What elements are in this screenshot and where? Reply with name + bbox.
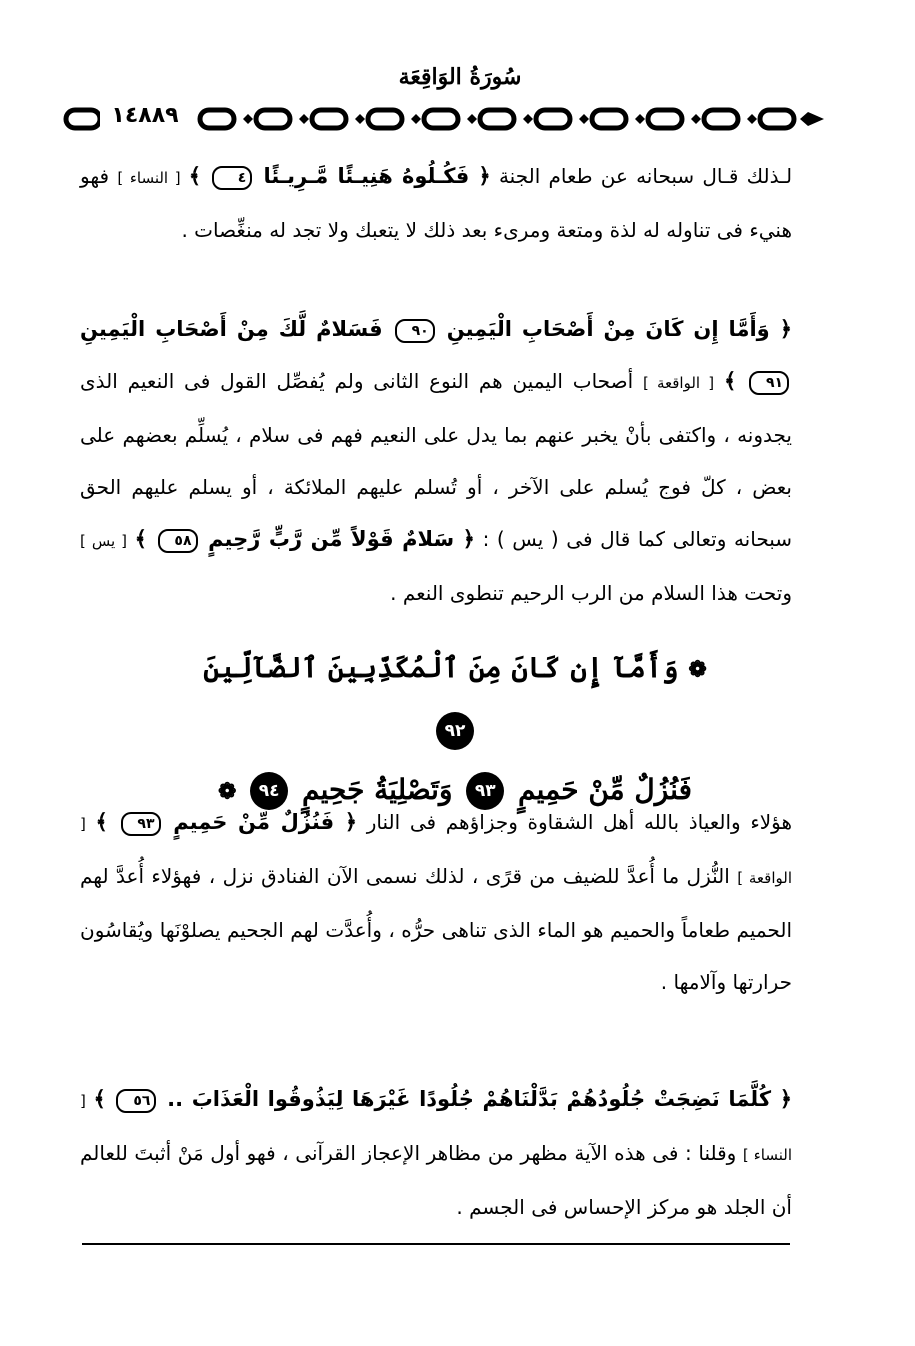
verse-ornament-icon: ❁ [218,778,237,804]
quran-quote: ﴿ فَنُزُلٌ مِّنْ حَمِيمٍ [173,810,358,834]
verse-number-badge: ٩١ [749,371,789,395]
paragraph-2-text: أصحاب اليمين هم النوع الثانى ولم يُفصِّل القول فى النعيم الذى يجدونه ، واكتفى بأنْ يخبر عنهم بما يدل على النعيم فهم فى سلام ، يُسلِّم بعضهم على بعض ، كلّ فوج يُسلم على الآخر ، أو تُسلم عليهم الملائكة ، أو يسلم عليهم الحق سبحانه وتعالى كما قال فى ( يس ) : [80,369,793,551]
quran-quote-close: ﴾ [188,164,202,188]
paragraph-3 [80,796,792,1008]
paragraph-1 [80,150,792,256]
verse-text: وَأَمَّآ إِن كَانَ مِنَ ٱلْمُكَذِّبِينَ ٱلضَّآلِّينَ [203,651,679,684]
quran-quote: ﴿ فَكُـلُوهُ هَنِيـئًا مَّـرِيـئًا [263,164,491,188]
surah-title: سُورَةُ الوَاقِعَة [398,64,522,90]
surah-reference: [ يس ] [80,532,127,550]
quran-quote-close: ﴾ [95,810,108,834]
verse-number-badge: ٩٤ [250,772,288,810]
verse-ornament-icon: ❁ [688,656,707,683]
verse-number-badge: ٩٣ [466,772,504,810]
quran-quote-close: ﴾ [93,1087,106,1111]
verse-number-badge: ٩٠ [395,319,435,343]
verse-number-badge: ٤ [212,166,252,190]
quran-quote: ﴿ سَلامٌ قَوْلاً مِّن رَّبٍّ رَّحِيمٍ [208,527,475,551]
paragraph-4 [80,1073,792,1233]
quran-quote-close: ﴾ [134,527,147,551]
paragraph-2-text-end: وتحت هذا السلام من الرب الرحيم تنطوى النعم . [390,581,792,605]
paragraph-4-text: وقلنا : فى هذه الآية مظهر من مظاهر الإعجاز القرآنى ، فهو أول مَنْ أثبتَ للعالم أن الجلد هو مركز الإحساس فى الجسم . [80,1141,792,1219]
paragraph-1-lead: لـذلك قـال سبحانه عن طعام الجنة [498,164,793,188]
verse-number-badge: ٩٢ [436,712,474,750]
verse-text: وَتَصْلِيَةُ جَحِيمٍ [301,772,453,806]
paragraph-2 [80,303,792,619]
quran-quote: ﴿ كُلَّمَا نَضِجَتْ جُلُودُهُمْ بَدَّلْنَاهُمْ جُلُودًا غَيْرَهَا لِيَذُوقُوا الْعَذَابَ .. [167,1087,793,1111]
surah-reference: [ الواقعة ] [642,374,715,392]
quran-verse-block [200,638,710,821]
paragraph-3-text: النُّزل ما أُعدَّ للضيف من قرًى ، لذلك نسمى الآن الفنادق نزل ، فهؤلاء أُعدَّ لهم الحميم طعاماً والحميم هو الماء الذى تناهى حرُّه ، وأُعدَّت لهم الجحيم يصلوْنَها ويُقاسُون حرارتها وآلامها . [80,864,792,994]
verse-number-badge: ٥٦ [116,1089,156,1113]
quran-quote: ﴿ وَأَمَّا إِن كَانَ مِنْ أَصْحَابِ الْيَمِينِ [446,317,792,341]
verse-line-1 [200,638,710,760]
quran-quote: فَسَلامٌ لَّكَ مِنْ أَصْحَابِ الْيَمِينِ [80,317,383,341]
quran-quote-close: ﴾ [723,369,737,393]
surah-reference: [ الواقعة ] [80,815,792,887]
verse-number-badge: ٩٣ [121,812,161,836]
surah-reference: [ النساء ] [117,169,181,187]
verse-number-badge: ٥٨ [158,529,198,553]
verse-text: فَنُزُلٌ مِّنْ حَمِيمٍ [517,772,692,806]
footer-divider [82,1243,790,1245]
surah-reference: [ النساء ] [80,1092,793,1164]
page-number: ١٤٨٨٩ [100,103,190,128]
paragraph-1-text: فهو هنيء فى تناوله له لذة ومتعة ومرىء بعد ذلك لا يتعبك ولا تجد له منغِّصات . [80,164,792,242]
paragraph-3-lead: هؤلاء والعياذ بالله أهل الشقاوة وجزاؤهم فى النار [366,810,793,834]
